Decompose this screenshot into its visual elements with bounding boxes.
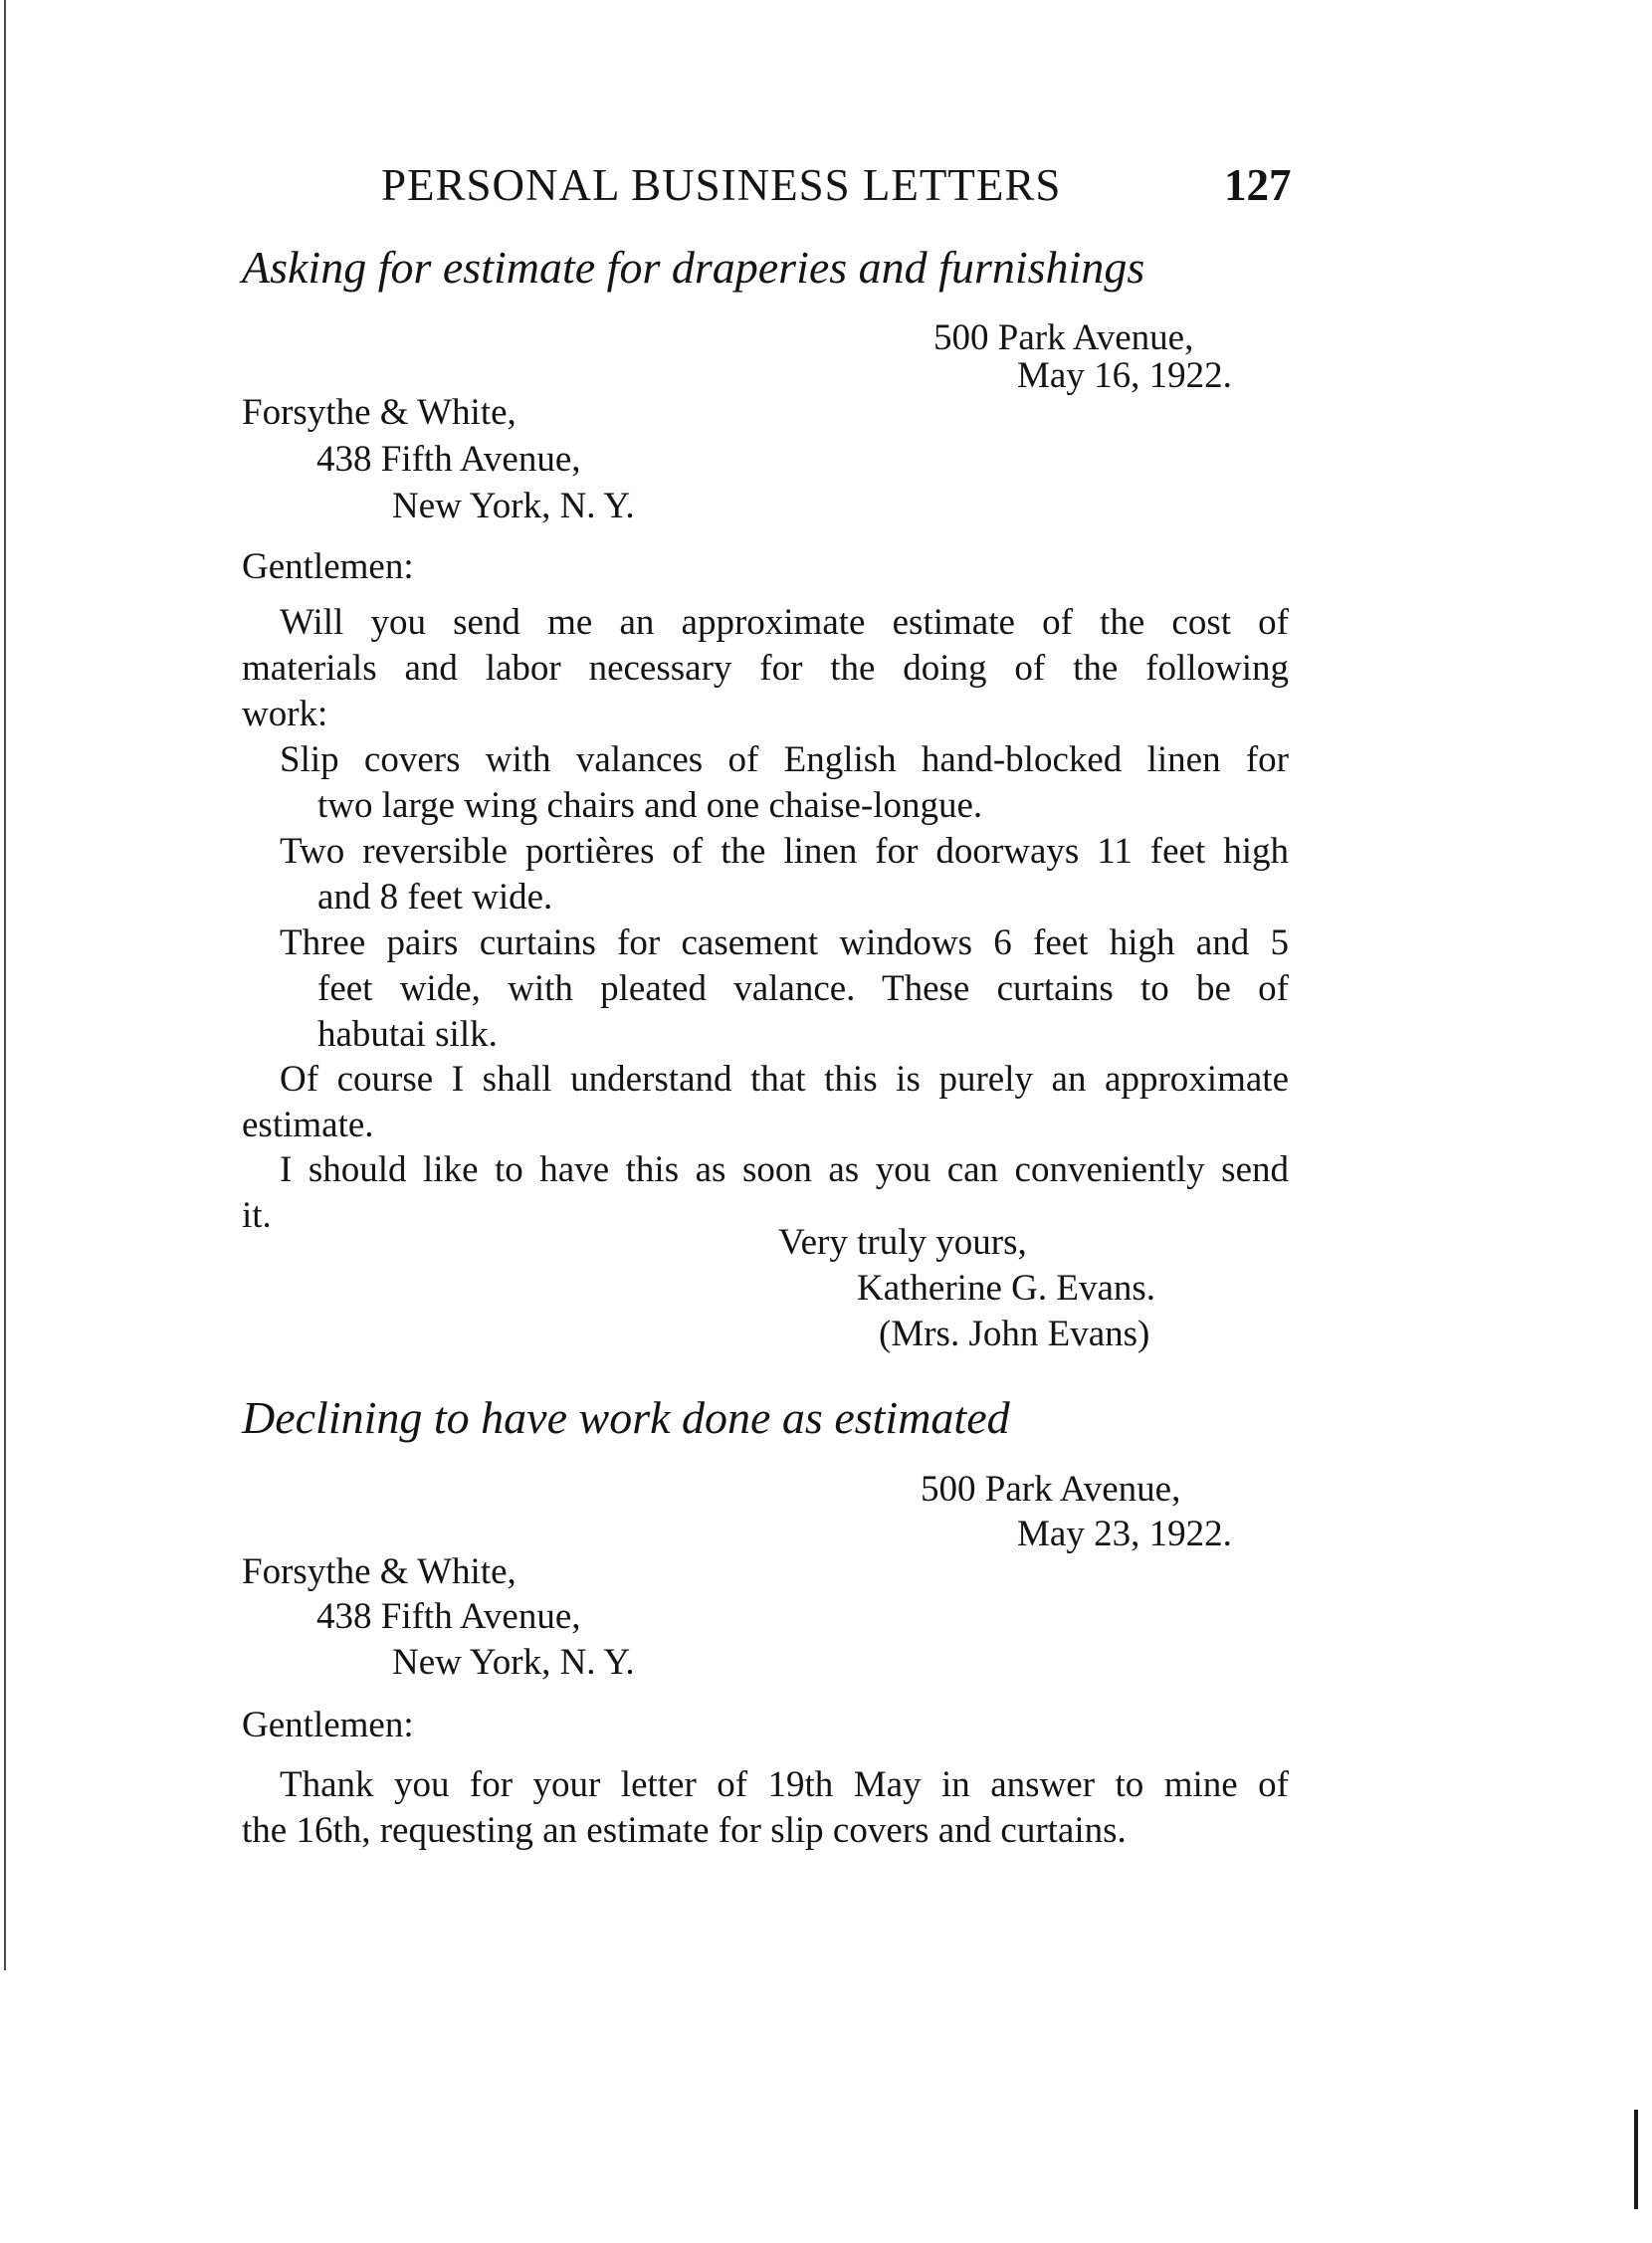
letter1-intro-line: materials and labor necessary for the doing of the following: [242, 648, 1289, 689]
letter1-intro-line: work:: [242, 694, 328, 734]
letter1-signature: Katherine G. Evans.: [857, 1268, 1156, 1309]
letter1-recipient-street: 438 Fifth Avenue,: [316, 439, 581, 480]
letter1-sender-address: 500 Park Avenue,: [933, 317, 1194, 358]
letter1-recipient-city: New York, N. Y.: [392, 486, 635, 526]
letter1-para-line: Of course I shall understand that this is purely an approximate: [280, 1059, 1289, 1100]
letter1-title: Asking for estimate for draperies and furnishings: [242, 242, 1145, 293]
letter1-item-line: Two reversible portières of the linen for doorways 11 feet high: [280, 831, 1289, 872]
letter1-item-line: Slip covers with valances of English hand-blocked linen for: [280, 739, 1289, 780]
letter1-date: May 16, 1922.: [1017, 355, 1232, 396]
letter1-para-line: it.: [242, 1195, 272, 1236]
letter1-item-line: and 8 feet wide.: [317, 877, 553, 918]
letter2-title: Declining to have work done as estimated: [242, 1392, 1010, 1443]
letter2-body-paragraph: [242, 1762, 1289, 1854]
letter2-recipient-city: New York, N. Y.: [392, 1642, 635, 1683]
letter1-para-line: estimate.: [242, 1105, 374, 1145]
page-edge-left: [4, 0, 6, 1970]
letter2-body-line: the 16th, requesting an estimate for slip covers and curtains.: [242, 1810, 1127, 1851]
letter1-intro-line: Will you send me an approximate estimate of the cost of: [280, 602, 1289, 643]
letter1-para-line: I should like to have this as soon as you can conveniently send: [280, 1149, 1289, 1190]
letter1-item-portieres: [280, 829, 1289, 920]
letter1-recipient-name: Forsythe & White,: [242, 392, 516, 433]
letter1-closing: Very truly yours,: [778, 1222, 1027, 1263]
letter1-item-line: habutai silk.: [317, 1014, 498, 1055]
letter1-item-curtains: [280, 920, 1289, 1058]
letter2-recipient-name: Forsythe & White,: [242, 1551, 516, 1592]
letter2-recipient-street: 438 Fifth Avenue,: [316, 1596, 581, 1637]
letter1-intro-paragraph: [242, 600, 1289, 737]
letter1-item-line: two large wing chairs and one chaise-longue.: [317, 785, 983, 826]
letter2-salutation: Gentlemen:: [242, 1705, 414, 1745]
letter1-signature-note: (Mrs. John Evans): [879, 1314, 1150, 1354]
letter2-sender-address: 500 Park Avenue,: [921, 1469, 1181, 1510]
page-number: 127: [1224, 160, 1292, 210]
page-edge-right: [1634, 2110, 1638, 2209]
letter1-item-slip-covers: [280, 737, 1289, 829]
letter2-date: May 23, 1922.: [1017, 1514, 1232, 1554]
letter1-item-line: feet wide, with pleated valance. These curtains to be of: [317, 968, 1289, 1009]
letter1-paragraph-approximate: [242, 1057, 1289, 1148]
letter2-body-line: Thank you for your letter of 19th May in answer to mine of: [280, 1764, 1289, 1805]
letter1-salutation: Gentlemen:: [242, 546, 414, 587]
running-title: PERSONAL BUSINESS LETTERS: [381, 160, 1062, 210]
letter1-paragraph-soon: [242, 1147, 1289, 1239]
letter1-item-line: Three pairs curtains for casement windows 6 feet high and 5: [280, 922, 1289, 963]
